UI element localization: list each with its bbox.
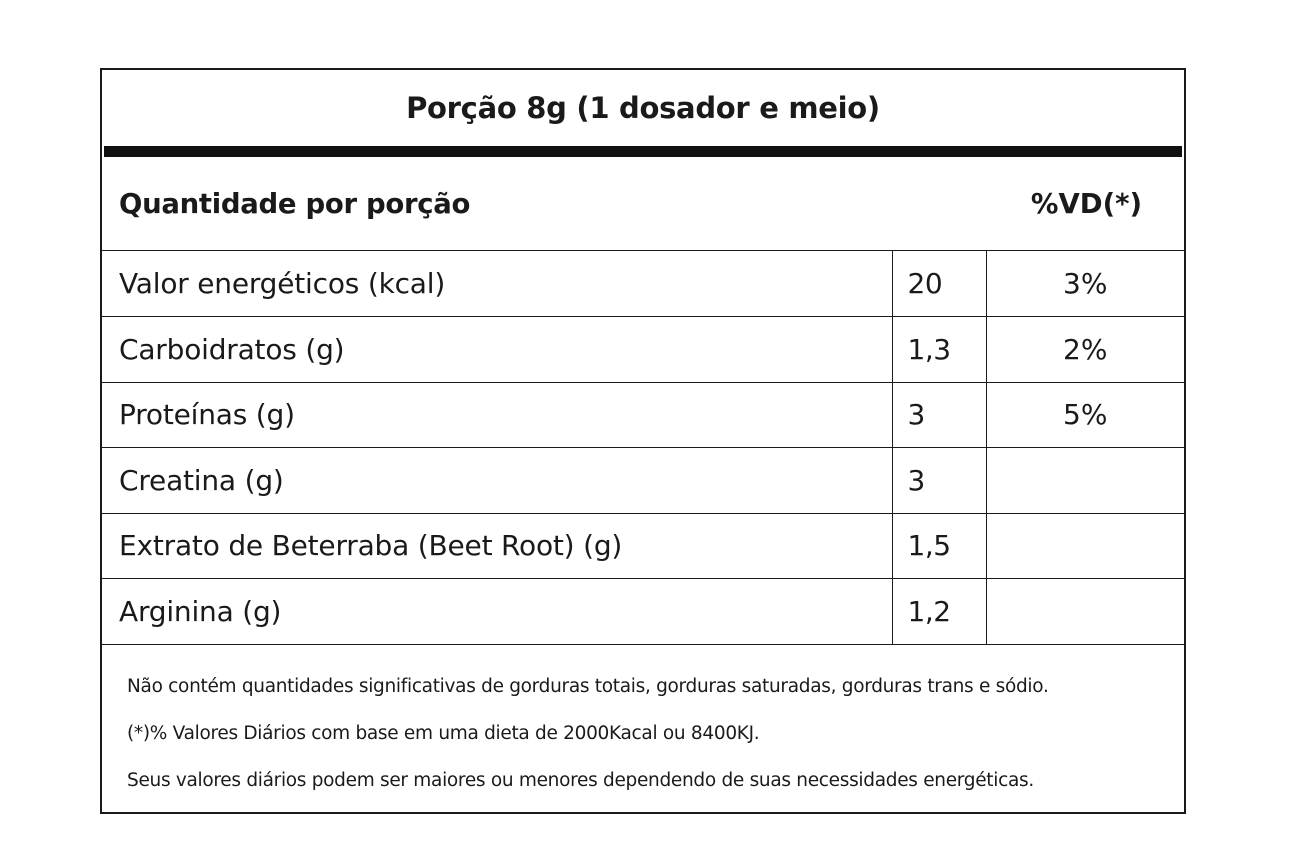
nutrient-daily-value: [986, 513, 1184, 579]
nutrients-table: [102, 251, 1184, 645]
nutrient-name: Carboidratos (g): [102, 317, 892, 383]
table-row: [102, 317, 1184, 383]
nutrient-name: Creatina (g): [102, 448, 892, 514]
thick-divider: [104, 146, 1182, 157]
table-row: [102, 448, 1184, 514]
footnote-nutrients: Não contém quantidades significativas de gorduras totais, gorduras saturadas, gorduras trans e sódio.: [127, 675, 1049, 697]
amount-per-serving-header: Quantidade por porção: [119, 188, 471, 220]
nutrient-daily-value: 2%: [986, 317, 1184, 383]
nutrient-amount: 1,3: [892, 317, 986, 383]
table-row: [102, 579, 1184, 645]
nutrient-name: Arginina (g): [102, 579, 892, 645]
table-header: [102, 157, 1184, 251]
footnotes: [102, 645, 1184, 812]
table-row: [102, 251, 1184, 317]
nutrient-daily-value: 5%: [986, 382, 1184, 448]
nutrient-daily-value: [986, 579, 1184, 645]
nutrient-daily-value: 3%: [986, 251, 1184, 317]
nutrient-name: Valor energéticos (kcal): [102, 251, 892, 317]
nutrition-facts-table: [100, 68, 1186, 814]
serving-size-title: Porção 8g (1 dosador e meio): [406, 91, 880, 125]
daily-value-header: %VD(*): [1030, 188, 1143, 220]
nutrient-amount: 3: [892, 448, 986, 514]
table-row: [102, 382, 1184, 448]
nutrient-amount: 1,2: [892, 579, 986, 645]
footnote-daily-values: (*)% Valores Diários com base em uma dieta de 2000Kacal ou 8400KJ.: [127, 722, 760, 744]
nutrient-daily-value: [986, 448, 1184, 514]
nutrient-name: Proteínas (g): [102, 382, 892, 448]
table-row: [102, 513, 1184, 579]
footnote-energy-needs: Seus valores diários podem ser maiores ou menores dependendo de suas necessidades energéticas.: [127, 769, 1034, 791]
nutrient-amount: 20: [892, 251, 986, 317]
nutrient-amount: 1,5: [892, 513, 986, 579]
nutrient-amount: 3: [892, 382, 986, 448]
nutrient-name: Extrato de Beterraba (Beet Root) (g): [102, 513, 892, 579]
